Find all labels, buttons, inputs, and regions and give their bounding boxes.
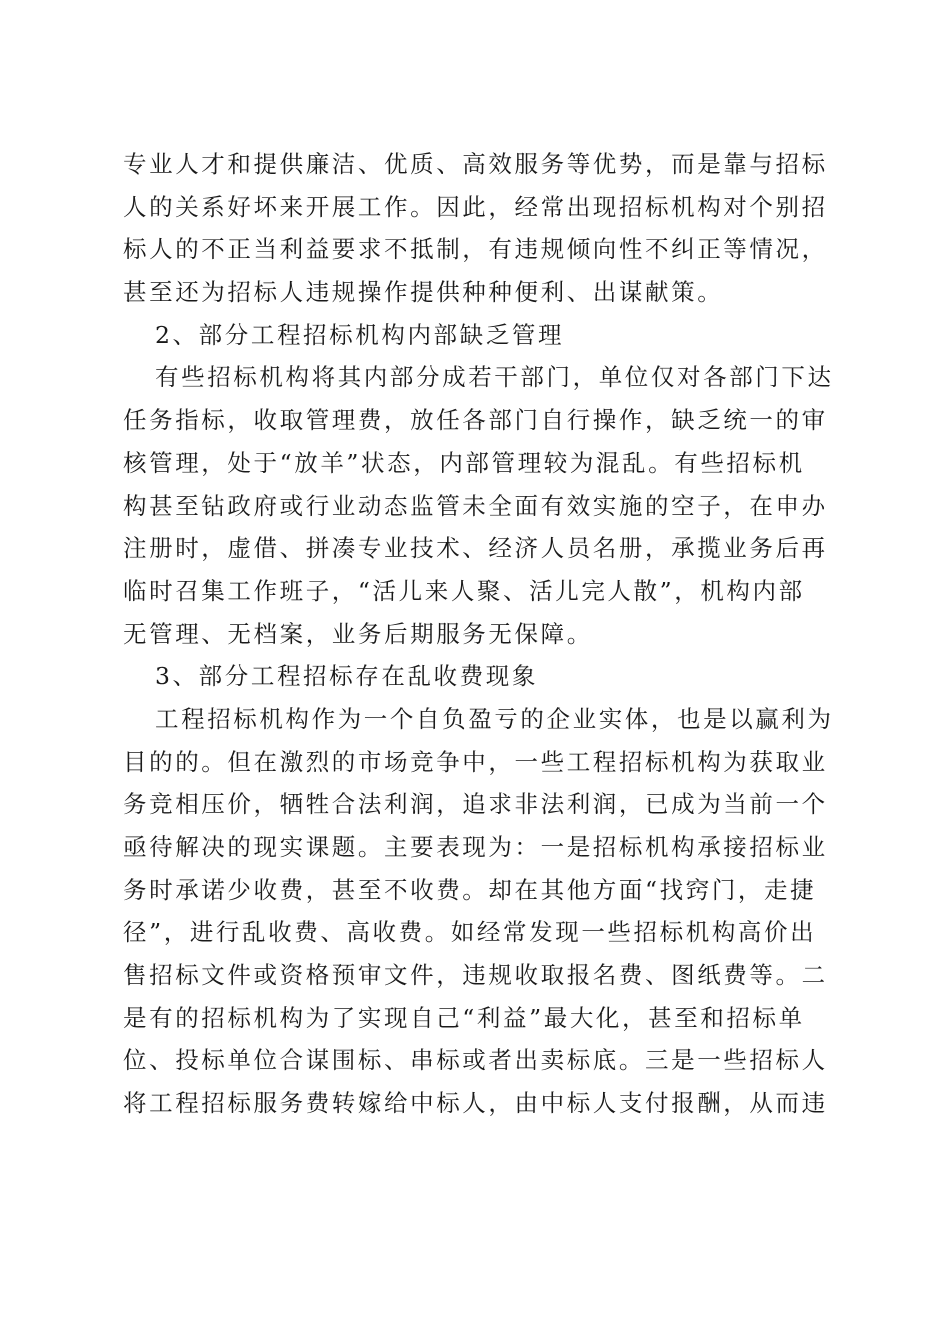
text-line: 任务指标，收取管理费，放任各部门自行操作，缺乏统一的审	[123, 406, 828, 435]
text-line: 甚至还为招标人违规操作提供种种便利、出谋献策。	[123, 278, 724, 307]
section-heading: 3、部分工程招标存在乱收费现象	[155, 662, 538, 691]
text-line: 无管理、无档案，业务后期服务无保障。	[123, 619, 593, 648]
text-line: 亟待解决的现实课题。主要表现为：一是招标机构承接招标业	[123, 833, 828, 861]
text-line: 是有的招标机构为了实现自己“利益”最大化，甚至和招标单	[123, 1003, 805, 1032]
text-line: 有些招标机构将其内部分成若干部门，单位仅对各部门下达	[155, 363, 834, 392]
text-line: 工程招标机构作为一个自负盈亏的企业实体，也是以赢利为	[155, 704, 834, 733]
text-line: 将工程招标服务费转嫁给中标人，由中标人支付报酬，从而违	[123, 1089, 828, 1118]
section-heading: 2、部分工程招标机构内部缺乏管理	[155, 320, 565, 349]
body-text	[123, 143, 834, 1125]
text-line: 位、投标单位合谋围标、串标或者出卖标底。三是一些招标人	[123, 1046, 828, 1075]
text-line: 务竞相压价，牺牲合法利润，追求非法利润，已成为当前一个	[123, 790, 828, 819]
text-line: 人的关系好坏来开展工作。因此，经常出现招标机构对个别招	[123, 192, 828, 221]
text-line: 临时召集工作班子，“活儿来人聚、活儿完人散”，机构内部	[123, 576, 805, 605]
text-line: 标人的不正当利益要求不抵制，有违规倾向性不纠正等情况，	[123, 235, 828, 264]
text-line: 务时承诺少收费，甚至不收费。却在其他方面“找窍门，走捷	[123, 875, 817, 904]
text-line: 售招标文件或资格预审文件，违规收取报名费、图纸费等。二	[123, 961, 828, 990]
text-line: 核管理，处于“放羊”状态，内部管理较为混乱。有些招标机	[123, 448, 805, 477]
text-line: 径”，进行乱收费、高收费。如经常发现一些招标机构高价出	[123, 918, 817, 947]
text-line: 目的的。但在激烈的市场竞争中，一些工程招标机构为获取业	[123, 747, 828, 776]
text-line: 专业人才和提供廉洁、优质、高效服务等优势，而是靠与招标	[123, 150, 828, 178]
text-line: 注册时，虚借、拼凑专业技术、经济人员名册，承揽业务后再	[123, 534, 828, 563]
text-line: 构甚至钻政府或行业动态监管未全面有效实施的空子，在申办	[123, 491, 828, 520]
